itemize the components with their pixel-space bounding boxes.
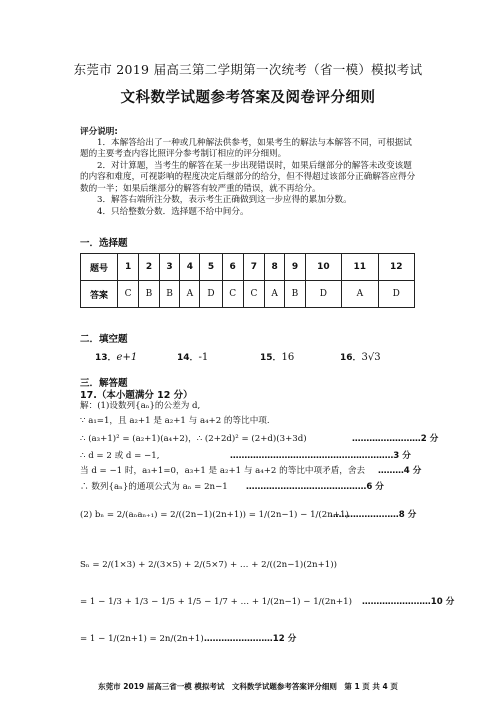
score-8: ……………………8 分: [330, 510, 417, 520]
question-number: 7: [243, 254, 264, 281]
solution-line-1: 解：(1)设数列{aₙ}的公差为 d,: [80, 401, 201, 411]
item-answer: e+1: [116, 352, 138, 363]
multiple-choice-heading: 一．选择题: [80, 238, 128, 249]
question-number: 11: [342, 254, 378, 281]
grading-note-4: 4．只给整数分数．选择题不给中间分。: [97, 207, 249, 217]
solution-line-3: ∴ (a₃+1)² = (a₂+1)(a₄+2)，∴ (2+2d)² = (2+d)(3+3d): [80, 434, 307, 444]
item-number: 13．: [95, 353, 117, 363]
answer-cell: B: [159, 281, 180, 308]
score-10: ……………………10 分: [362, 597, 455, 607]
solution-line-6: ∴ 数列{aₙ}的通项公式为 aₙ = 2n−1: [80, 482, 228, 492]
answer-cell: A: [342, 281, 378, 308]
score-3: …………………………………………………3 分: [230, 451, 411, 461]
fill-blank-heading: 二．填空题: [80, 334, 128, 345]
solution-line-5: 当 d = −1 时，a₃+1=0，a₃+1 是 a₂+1 与 a₄+2 的等比中项矛盾，舍去: [80, 466, 366, 476]
fill-blank-14: [177, 350, 208, 363]
item-answer: 16: [281, 352, 295, 363]
answer-cell: D: [200, 281, 222, 308]
answer-cell: D: [305, 281, 341, 308]
score-12: ……………………12 分: [204, 634, 297, 644]
question-number: 1: [118, 254, 139, 281]
question-number: 10: [305, 254, 341, 281]
question-number: 5: [200, 254, 222, 281]
fill-blank-15: [260, 350, 294, 363]
answer-table: [80, 253, 415, 308]
question-number: 3: [159, 254, 180, 281]
item-number: 15．: [260, 353, 282, 363]
question-number: 6: [222, 254, 243, 281]
exam-title: 东莞市 2019 届高三第二学期第一次统考（省一模）模拟考试: [73, 62, 423, 77]
solution-line-2: ∵ a₁=1，且 a₂+1 是 a₂+1 与 a₄+2 的等比中项.: [80, 416, 270, 426]
grading-note-2: 2．对计算题，当考生的解答在某一步出现错误时，如果后继部分的解答未改变该题的内容和难度，可视影响的程度决定后继部分的给分，但不得超过该部分正确解答应得分数的一半；如果后继部分的解答有较严重的错误，就不再给分。: [80, 161, 416, 194]
item-answer: 3√3: [361, 352, 381, 363]
question-number: 12: [378, 254, 414, 281]
question-number: 2: [139, 254, 160, 281]
row-label-answer: 答案: [81, 281, 118, 308]
score-4: ………4 分: [378, 466, 422, 476]
answer-cell: B: [285, 281, 306, 308]
solution-line-10: = 1 − 1/(2n+1) = 2n/(2n+1): [80, 634, 204, 644]
grading-note-3: 3．解答右端所注分数，表示考生正确做到这一步应得的累加分数。: [97, 195, 352, 205]
item-number: 14．: [177, 353, 199, 363]
answer-cell: C: [243, 281, 264, 308]
question-17-heading: 17.（本小题满分 12 分）: [80, 390, 193, 401]
page-footer: 东莞市 2019 届高三省一模 模拟考试 文科数学试题参考答案评分细则 第 1 页 共 4 页: [98, 682, 398, 691]
question-number: 8: [265, 254, 285, 281]
grading-notes-heading: 评分说明:: [80, 127, 118, 137]
item-answer: -1: [198, 352, 209, 363]
answer-cell: C: [222, 281, 243, 308]
grading-note-1: 1．本解答给出了一种或几种解法供参考，如果考生的解法与本解答不同，可根据试题的主要考查内容比照评分参考制订相应的评分细则。: [80, 138, 412, 160]
fill-blank-16: [340, 350, 381, 363]
answer-cell: C: [118, 281, 139, 308]
question-number: 9: [285, 254, 306, 281]
answer-cell: B: [139, 281, 160, 308]
row-label-number: 题号: [81, 254, 118, 281]
answer-cell: A: [180, 281, 200, 308]
answer-cell: A: [265, 281, 285, 308]
item-number: 16．: [340, 353, 362, 363]
solution-line-8: Sₙ = 2/(1×3) + 2/(3×5) + 2/(5×7) + … + 2/((2n−1)(2n+1)): [80, 560, 337, 570]
answer-cell: D: [378, 281, 414, 308]
score-6: ……………………………………6 分: [246, 482, 384, 492]
document-title: 文科数学试题参考答案及阅卷评分细则: [120, 90, 376, 106]
question-number: 4: [180, 254, 200, 281]
table-row-answers: [81, 281, 415, 308]
score-2: ……………………2 分: [352, 434, 439, 444]
solution-line-4: ∴ d = 2 或 d = −1,: [80, 451, 160, 461]
solution-line-7: (2) bₙ = 2/(aₙaₙ₊₁) = 2/((2n−1)(2n+1)) = 1/(2n−1) − 1/(2n+1): [80, 510, 349, 520]
table-row-numbers: [81, 254, 415, 281]
solution-line-9: = 1 − 1/3 + 1/3 − 1/5 + 1/5 − 1/7 + … + 1/(2n−1) − 1/(2n+1): [80, 597, 352, 607]
fill-blank-13: [95, 350, 137, 363]
solutions-heading: 三．解答题: [80, 378, 128, 389]
